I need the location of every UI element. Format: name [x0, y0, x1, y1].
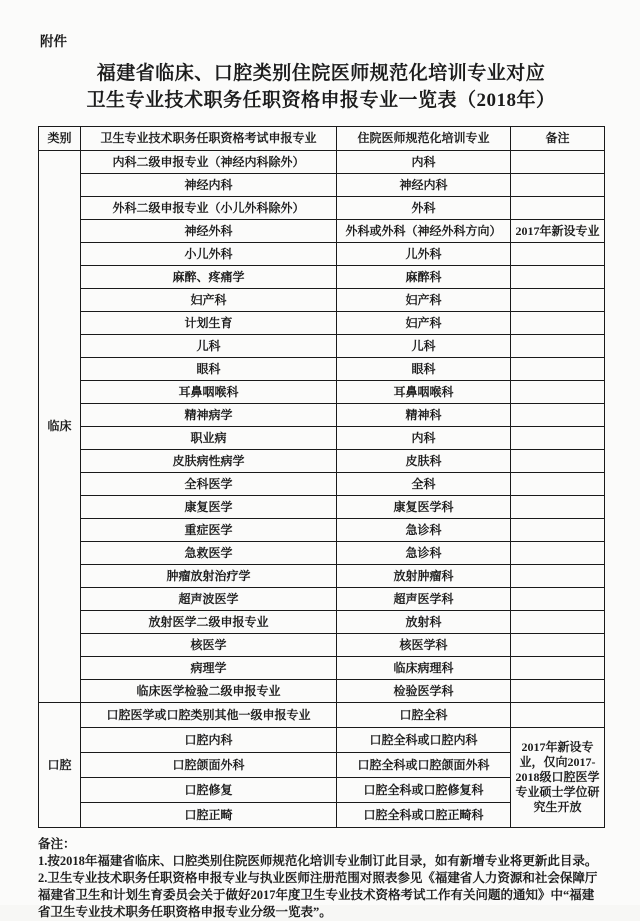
exam-major-cell: 精神病学 — [81, 404, 337, 427]
exam-major-cell: 临床医学检验二级申报专业 — [81, 680, 337, 703]
exam-major-cell: 肿瘤放射治疗学 — [81, 565, 337, 588]
table-row — [39, 174, 605, 197]
remark-cell — [511, 335, 605, 358]
training-major-cell: 眼科 — [337, 358, 511, 381]
table-row — [39, 634, 605, 657]
exam-major-cell: 神经外科 — [81, 220, 337, 243]
table-row — [39, 680, 605, 703]
table-row — [39, 312, 605, 335]
training-major-cell: 麻醉科 — [337, 266, 511, 289]
exam-major-cell: 口腔修复 — [81, 778, 337, 803]
remark-cell — [511, 680, 605, 703]
category-cell: 临床 — [39, 151, 81, 703]
training-major-cell: 核医学科 — [337, 634, 511, 657]
table-row — [39, 473, 605, 496]
table-row — [39, 703, 605, 728]
remark-cell — [511, 404, 605, 427]
training-major-cell: 口腔全科或口腔正畸科 — [337, 803, 511, 828]
exam-major-cell: 麻醉、疼痛学 — [81, 266, 337, 289]
exam-major-cell: 口腔颌面外科 — [81, 753, 337, 778]
table-row — [39, 404, 605, 427]
table-row — [39, 588, 605, 611]
table-row — [39, 611, 605, 634]
table-row — [39, 542, 605, 565]
remark-cell — [511, 174, 605, 197]
training-major-cell: 内科 — [337, 427, 511, 450]
table-row — [39, 565, 605, 588]
table-row — [39, 358, 605, 381]
training-major-cell: 口腔全科或口腔修复科 — [337, 778, 511, 803]
table-row — [39, 151, 605, 174]
table-row — [39, 335, 605, 358]
remark-cell — [511, 450, 605, 473]
table-row — [39, 197, 605, 220]
exam-major-cell: 康复医学 — [81, 496, 337, 519]
attachment-label: 附件 — [40, 34, 67, 49]
header-remark: 备注 — [511, 127, 605, 151]
training-major-cell: 放射科 — [337, 611, 511, 634]
training-major-cell: 外科 — [337, 197, 511, 220]
table-row — [39, 243, 605, 266]
remark-cell — [511, 634, 605, 657]
exam-major-cell: 小儿外科 — [81, 243, 337, 266]
remark-cell — [511, 358, 605, 381]
remark-cell — [511, 266, 605, 289]
table-row — [39, 728, 605, 753]
remark-cell — [511, 703, 605, 728]
category-cell: 口腔 — [39, 703, 81, 828]
remark-cell — [511, 473, 605, 496]
exam-major-cell: 口腔医学或口腔类别其他一级申报专业 — [81, 703, 337, 728]
table-row — [39, 450, 605, 473]
training-major-cell: 口腔全科 — [337, 703, 511, 728]
exam-major-cell: 妇产科 — [81, 289, 337, 312]
training-major-cell: 急诊科 — [337, 542, 511, 565]
exam-major-cell: 内科二级申报专业（神经内科除外） — [81, 151, 337, 174]
exam-major-cell: 急救医学 — [81, 542, 337, 565]
exam-major-cell: 核医学 — [81, 634, 337, 657]
exam-major-cell: 外科二级申报专业（小儿外科除外） — [81, 197, 337, 220]
table-row — [39, 381, 605, 404]
footnotes-label: 备注： — [38, 837, 76, 851]
header-category: 类别 — [39, 127, 81, 151]
training-major-cell: 检验医学科 — [337, 680, 511, 703]
exam-major-cell: 全科医学 — [81, 473, 337, 496]
remark-cell — [511, 565, 605, 588]
training-major-cell: 精神科 — [337, 404, 511, 427]
training-major-cell: 全科 — [337, 473, 511, 496]
table-row — [39, 496, 605, 519]
header-training-major: 住院医师规范化培训专业 — [337, 127, 511, 151]
page-title-line1: 福建省临床、口腔类别住院医师规范化培训专业对应 — [96, 63, 546, 84]
remark-cell — [511, 312, 605, 335]
exam-major-cell: 病理学 — [81, 657, 337, 680]
page-title — [38, 60, 604, 114]
table-row — [39, 266, 605, 289]
exam-major-cell: 口腔正畸 — [81, 803, 337, 828]
exam-major-cell: 眼科 — [81, 358, 337, 381]
training-major-cell: 临床病理科 — [337, 657, 511, 680]
exam-major-cell: 皮肤病性病学 — [81, 450, 337, 473]
training-major-cell: 儿外科 — [337, 243, 511, 266]
training-major-cell: 超声医学科 — [337, 588, 511, 611]
training-major-cell: 内科 — [337, 151, 511, 174]
training-major-cell: 急诊科 — [337, 519, 511, 542]
remark-cell — [511, 151, 605, 174]
remark-cell — [511, 657, 605, 680]
exam-major-cell: 口腔内科 — [81, 728, 337, 753]
remark-cell — [511, 542, 605, 565]
exam-major-cell: 耳鼻咽喉科 — [81, 381, 337, 404]
table-body — [39, 151, 605, 828]
training-major-cell: 皮肤科 — [337, 450, 511, 473]
training-major-cell: 口腔全科或口腔内科 — [337, 728, 511, 753]
training-major-cell: 放射肿瘤科 — [337, 565, 511, 588]
header-exam-major: 卫生专业技术职务任职资格考试申报专业 — [81, 127, 337, 151]
remark-cell — [511, 197, 605, 220]
mapping-table — [38, 126, 605, 828]
page-title-line2: 卫生专业技术职务任职资格申报专业一览表（2018年） — [86, 90, 556, 111]
table-header-row — [39, 127, 605, 151]
remark-cell — [511, 427, 605, 450]
training-major-cell: 康复医学科 — [337, 496, 511, 519]
training-major-cell: 妇产科 — [337, 312, 511, 335]
exam-major-cell: 重症医学 — [81, 519, 337, 542]
exam-major-cell: 神经内科 — [81, 174, 337, 197]
exam-major-cell: 计划生育 — [81, 312, 337, 335]
table-row — [39, 220, 605, 243]
remark-cell — [511, 519, 605, 542]
training-major-cell: 耳鼻咽喉科 — [337, 381, 511, 404]
training-major-cell: 妇产科 — [337, 289, 511, 312]
table-row — [39, 427, 605, 450]
exam-major-cell: 放射医学二级申报专业 — [81, 611, 337, 634]
footnote-2: 2.卫生专业技术职务任职资格申报专业与执业医师注册范围对照表参见《福建省人力资源和社会保障厅 福建省卫生和计划生育委员会关于做好2017年度卫生专业技术资格考试工作有关问题的通知》中“福建省卫生专业技术职务任职资格申报专业分级一览表”。 — [38, 871, 598, 919]
remark-cell: 2017年新设专业 — [511, 220, 605, 243]
footnote-1: 1.按2018年福建省临床、口腔类别住院医师规范化培训专业制订此目录，如有新增专业将更新此目录。 — [38, 854, 598, 868]
remark-cell — [511, 381, 605, 404]
training-major-cell: 外科或外科（神经外科方向） — [337, 220, 511, 243]
exam-major-cell: 职业病 — [81, 427, 337, 450]
remark-cell — [511, 243, 605, 266]
footnotes — [38, 836, 604, 921]
exam-major-cell: 超声波医学 — [81, 588, 337, 611]
remark-cell — [511, 289, 605, 312]
remark-cell — [511, 588, 605, 611]
table-row — [39, 519, 605, 542]
remark-cell — [511, 611, 605, 634]
exam-major-cell: 儿科 — [81, 335, 337, 358]
table-row — [39, 657, 605, 680]
training-major-cell: 口腔全科或口腔颌面外科 — [337, 753, 511, 778]
training-major-cell: 神经内科 — [337, 174, 511, 197]
table-row — [39, 289, 605, 312]
remark-cell: 2017年新设专业，仅向2017-2018级口腔医学专业硕士学位研究生开放 — [511, 728, 605, 828]
training-major-cell: 儿科 — [337, 335, 511, 358]
remark-cell — [511, 496, 605, 519]
